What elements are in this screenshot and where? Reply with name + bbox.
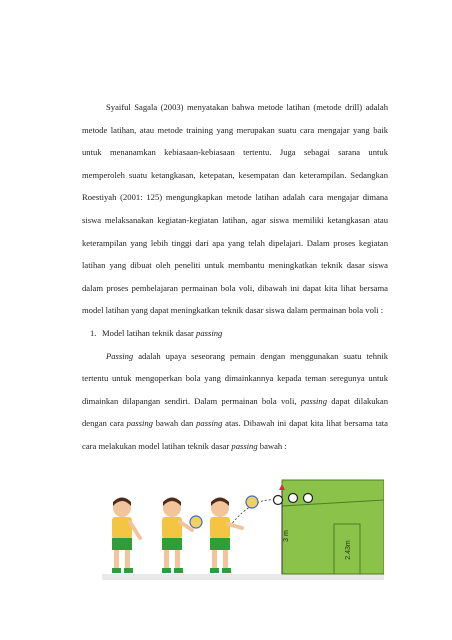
passing-illustration — [102, 478, 384, 582]
passing-term: passing — [126, 418, 153, 429]
player-shorts — [162, 538, 182, 550]
list-number: 1. — [90, 327, 97, 338]
paragraph-2-text-5: bawah : — [257, 440, 287, 451]
player-2 — [162, 498, 202, 574]
ground-strip — [102, 574, 384, 580]
body-text — [82, 96, 388, 458]
paragraph-2-text-4: atas. Dibawah ini dapat kita lihat bersama tata cara melakukan model latihan teknik dasar — [82, 418, 388, 451]
paragraph-1-rest: Juga sebagai sarana untuk memperoleh suatu ketangkasan, ketepatan, kesempatan dan keterampilan. Sedangkan Roestiyah (2001: 125) mengungkapkan metode latihan adalah cara mengajar dimana siswa melaksanakan kegiatan-kegiatan latihan, agar siswa memiliki ketangkasan atau keterampilan yang lebih tinggi dari apa yang telah dipelajari. Dalam proses kegiatan latihan yang dibuat oleh peneliti untuk membantu meningkatkan teknik dasar siswa dalam proses pembelajaran permainan bola voli, dibawah ini dapat kita lihat bersama model latihan yang dapat meningkatkan teknik dasar siswa dalam permainan bola voli : — [82, 147, 388, 316]
paragraph-2-text-2: dapat dilakukan dengan cara — [82, 395, 389, 429]
player-shoe — [174, 568, 183, 573]
player-shirt — [210, 517, 230, 539]
target-ball — [274, 496, 283, 505]
paragraph-2 — [82, 345, 388, 458]
target-ball — [289, 494, 298, 503]
player-leg — [125, 550, 130, 568]
passing-term: Passing — [106, 350, 134, 361]
player-shorts — [210, 538, 230, 550]
player-1 — [112, 498, 140, 574]
player-leg — [164, 550, 169, 568]
target-ball — [304, 494, 313, 503]
passing-term: passing — [300, 395, 328, 406]
passing-term: passing — [196, 418, 223, 429]
player-shoe — [124, 568, 133, 573]
volleyball — [246, 496, 258, 508]
player-leg — [212, 550, 217, 568]
player-leg — [175, 550, 180, 568]
player-shoe — [222, 568, 231, 573]
list-item-1 — [82, 322, 388, 345]
list-item-italic: passing — [196, 327, 223, 338]
passing-illustration-svg — [102, 478, 384, 582]
label-height-243: 2.43m — [345, 540, 352, 560]
player-shoe — [112, 568, 121, 573]
volleyball — [190, 516, 202, 528]
player-shoe — [210, 568, 219, 573]
paragraph-1-sentence-1: Syaiful Sagala (2003) menyatakan bahwa metode latihan (metode drill) adalah metode latihan, atau metode training yang merupakan suatu cara mengajar yang baik untuk menanamkan kebiasaan-kebiasaan tertentu. — [82, 102, 388, 158]
list-item-text: Model latihan teknik dasar — [102, 327, 197, 338]
wall-target — [282, 480, 384, 574]
player-shoe — [162, 568, 171, 573]
player-shorts — [112, 538, 132, 550]
player-leg — [223, 550, 228, 568]
player-leg — [114, 550, 119, 568]
player-arm — [228, 524, 242, 528]
label-height-3m: 3 m — [283, 530, 290, 542]
paragraph-2-text-3: bawah dan — [152, 418, 197, 429]
paragraph-2-text-1: adalah upaya seseorang pemain dengan menggunakan suatu tehnik tertentu untuk mengoperkan bola yang dimainkannya kepada teman seregunya untuk dimainkan dilapangan sendiri. Dalam permainan bola voli, — [82, 350, 388, 406]
player-3 — [210, 496, 258, 573]
paragraph-1 — [82, 96, 388, 322]
passing-term: passing — [231, 440, 258, 451]
